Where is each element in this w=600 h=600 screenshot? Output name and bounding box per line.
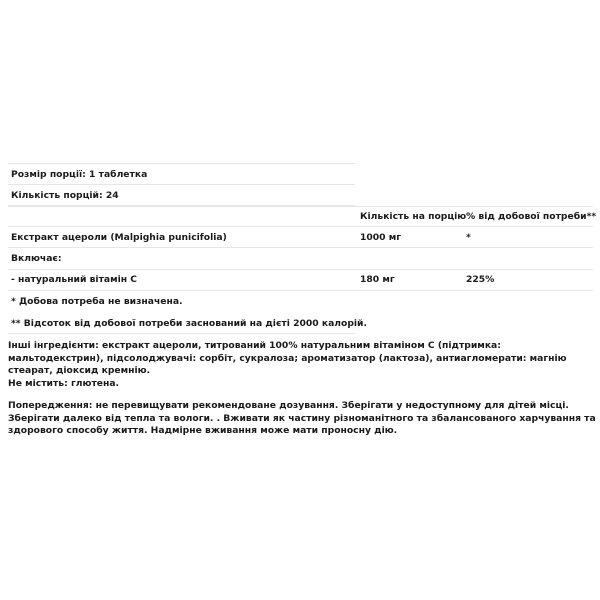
header-daily-value: % від добової потреби** bbox=[466, 211, 597, 222]
footnotes-block bbox=[8, 291, 367, 334]
allergen-note: Не містить: глютена. bbox=[8, 378, 120, 389]
ingredient-amount: 180 мг bbox=[360, 274, 395, 285]
footnote-2000-calorie-diet: ** Відсоток від добової потреби заснований на дієті 2000 калорій. bbox=[11, 318, 367, 329]
warning-text: Попередження: не перевищувати рекомендоване дозування. Зберігати у недоступному для дітей місці. Зберігати далеко від тепла та вологи. . Вживати як частину різноманітного та збалансованого харчування та здорового способу життя. Надмірне вживання може мати проносну дію. bbox=[8, 400, 596, 436]
serving-size: Розмір порції: 1 таблетка bbox=[11, 169, 148, 180]
footnote-daily-value-not-established: * Добова потреба не визначена. bbox=[11, 296, 183, 307]
table-header-row bbox=[8, 206, 597, 227]
ingredient-name: - натуральний вітамін С bbox=[11, 274, 138, 285]
table-row bbox=[8, 270, 593, 291]
ingredient-amount: 1000 мг bbox=[360, 232, 402, 243]
ingredient-daily-value: 225% bbox=[466, 274, 495, 285]
serving-size-row bbox=[8, 164, 355, 185]
table-row bbox=[8, 227, 593, 248]
servings-per-container: Кількість порцій: 24 bbox=[11, 190, 119, 201]
table-row bbox=[8, 248, 593, 270]
ingredient-name: Включає: bbox=[11, 253, 62, 264]
servings-per-container-row bbox=[8, 185, 355, 206]
other-ingredients: Інші інгредієнти: екстракт ацероли, титрований 100% натуральним вітаміном С (підтримка: мальтодекстрин), підсолоджувачі: сорбіт, сукралоза; ароматизатор (лактоза), антиагломерати: магнію стеарат, діоксид кремнію. bbox=[8, 340, 567, 376]
ingredient-name: Екстракт ацероли (Malpighia punicifolia) bbox=[11, 232, 227, 243]
header-amount: Кількість на порцію bbox=[360, 211, 467, 222]
ingredient-daily-value: * bbox=[466, 232, 471, 243]
